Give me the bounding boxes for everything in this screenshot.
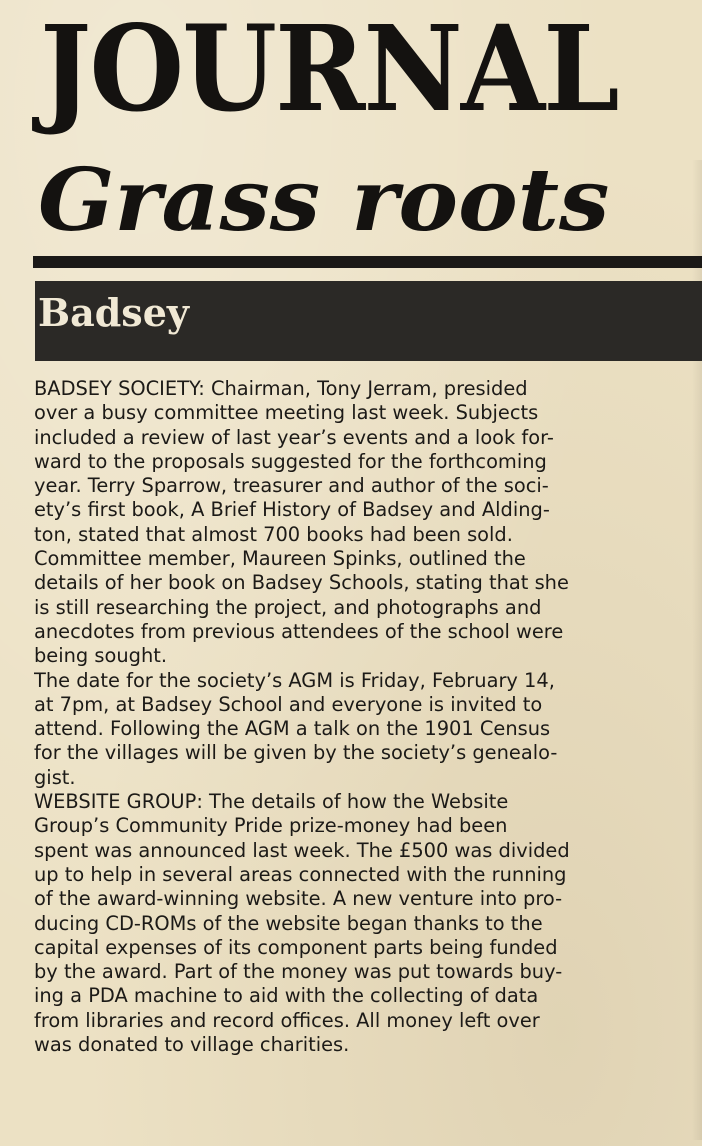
- article-line: of the award-winning website. A new venture into pro-: [34, 887, 563, 911]
- article-line: WEBSITE GROUP: The details of how the Website: [34, 790, 509, 814]
- heading-rule: [33, 256, 702, 268]
- article-line: gist.: [34, 765, 76, 789]
- article-line: for the villages will be given by the society’s genealo-: [34, 741, 558, 765]
- section-label: Badsey: [38, 290, 189, 335]
- article-line: by the award. Part of the money was put towards buy-: [34, 960, 563, 984]
- article-line: year. Terry Sparrow, treasurer and author of the soci-: [34, 474, 549, 498]
- article-body: [34, 377, 702, 1057]
- article-line: up to help in several areas connected with the running: [34, 862, 567, 886]
- article-line: ton, stated that almost 700 books had been sold.: [34, 522, 513, 546]
- article-line: is still researching the project, and photographs and: [34, 595, 542, 619]
- article-line: BADSEY SOCIETY: Chairman, Tony Jerram, presided: [34, 377, 528, 400]
- article-line: included a review of last year’s events and a look for-: [34, 425, 554, 449]
- masthead-subtitle: Grass roots: [38, 150, 610, 251]
- article-line: over a busy committee meeting last week. Subjects: [34, 401, 539, 425]
- article-line: spent was announced last week. The £500 was divided: [34, 838, 570, 862]
- article-line: was donated to village charities.: [34, 1033, 350, 1057]
- article-line: ety’s first book, A Brief History of Badsey and Alding-: [34, 498, 550, 522]
- article-line: Committee member, Maureen Spinks, outlined the: [34, 547, 526, 571]
- article-line: ing a PDA machine to aid with the collecting of data: [34, 984, 539, 1008]
- article-line: capital expenses of its component parts being funded: [34, 935, 558, 959]
- article-line: ducing CD-ROMs of the website began thanks to the: [34, 911, 543, 935]
- article-line: Group’s Community Pride prize-money had been: [34, 814, 508, 838]
- article-line: anecdotes from previous attendees of the school were: [34, 619, 564, 643]
- article-line: The date for the society’s AGM is Friday, February 14,: [34, 668, 555, 692]
- article-line: being sought.: [34, 644, 168, 668]
- article-line: at 7pm, at Badsey School and everyone is invited to: [34, 692, 543, 716]
- article-line: attend. Following the AGM a talk on the 1901 Census: [34, 717, 551, 741]
- masthead-title: JOURNAL: [40, 0, 618, 138]
- article-line: ward to the proposals suggested for the forthcoming: [34, 449, 547, 473]
- article-line: details of her book on Badsey Schools, stating that she: [34, 571, 569, 595]
- article-line: from libraries and record offices. All money left over: [34, 1008, 540, 1032]
